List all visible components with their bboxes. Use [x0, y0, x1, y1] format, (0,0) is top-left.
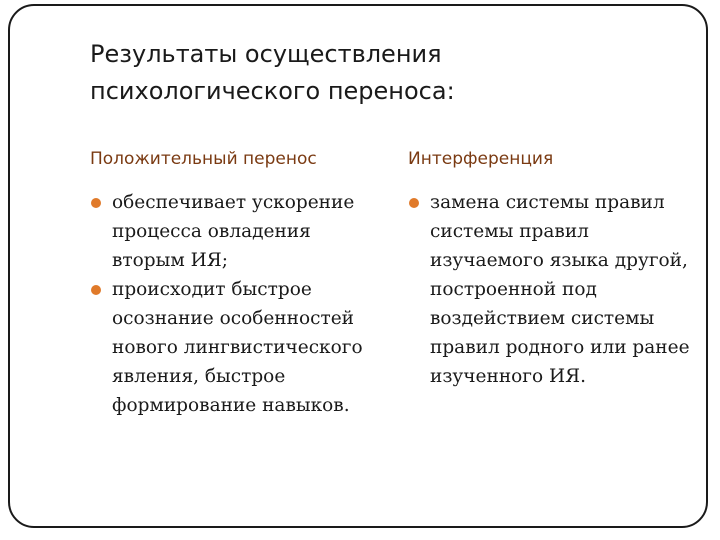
bullet-dot-icon	[409, 198, 419, 208]
list-item-text: замена системы правил системы правил изучаемого языка другой, построенной под воздействием системы правил родного или ранее изученного ИЯ.	[430, 192, 690, 387]
list-item-text: обеспечивает ускорение процесса овладения вторым ИЯ;	[112, 192, 355, 271]
column-heading-interference: Интерференция	[408, 149, 554, 169]
slide-title: Результаты осуществления психологического переноса:	[90, 40, 455, 105]
list-item	[90, 188, 380, 275]
bullet-dot-icon	[91, 198, 101, 208]
list-item-text: происходит быстрое осознание особенностей нового лингвистического явления, быстрое формирование навыков.	[112, 279, 363, 416]
bullet-dot-icon	[91, 285, 101, 295]
list-item	[90, 275, 380, 420]
list-item	[408, 188, 708, 391]
column-heading-positive-transfer: Положительный перенос	[90, 149, 317, 169]
positive-transfer-list	[90, 188, 380, 420]
slide-frame	[8, 4, 708, 528]
interference-list	[408, 188, 708, 391]
